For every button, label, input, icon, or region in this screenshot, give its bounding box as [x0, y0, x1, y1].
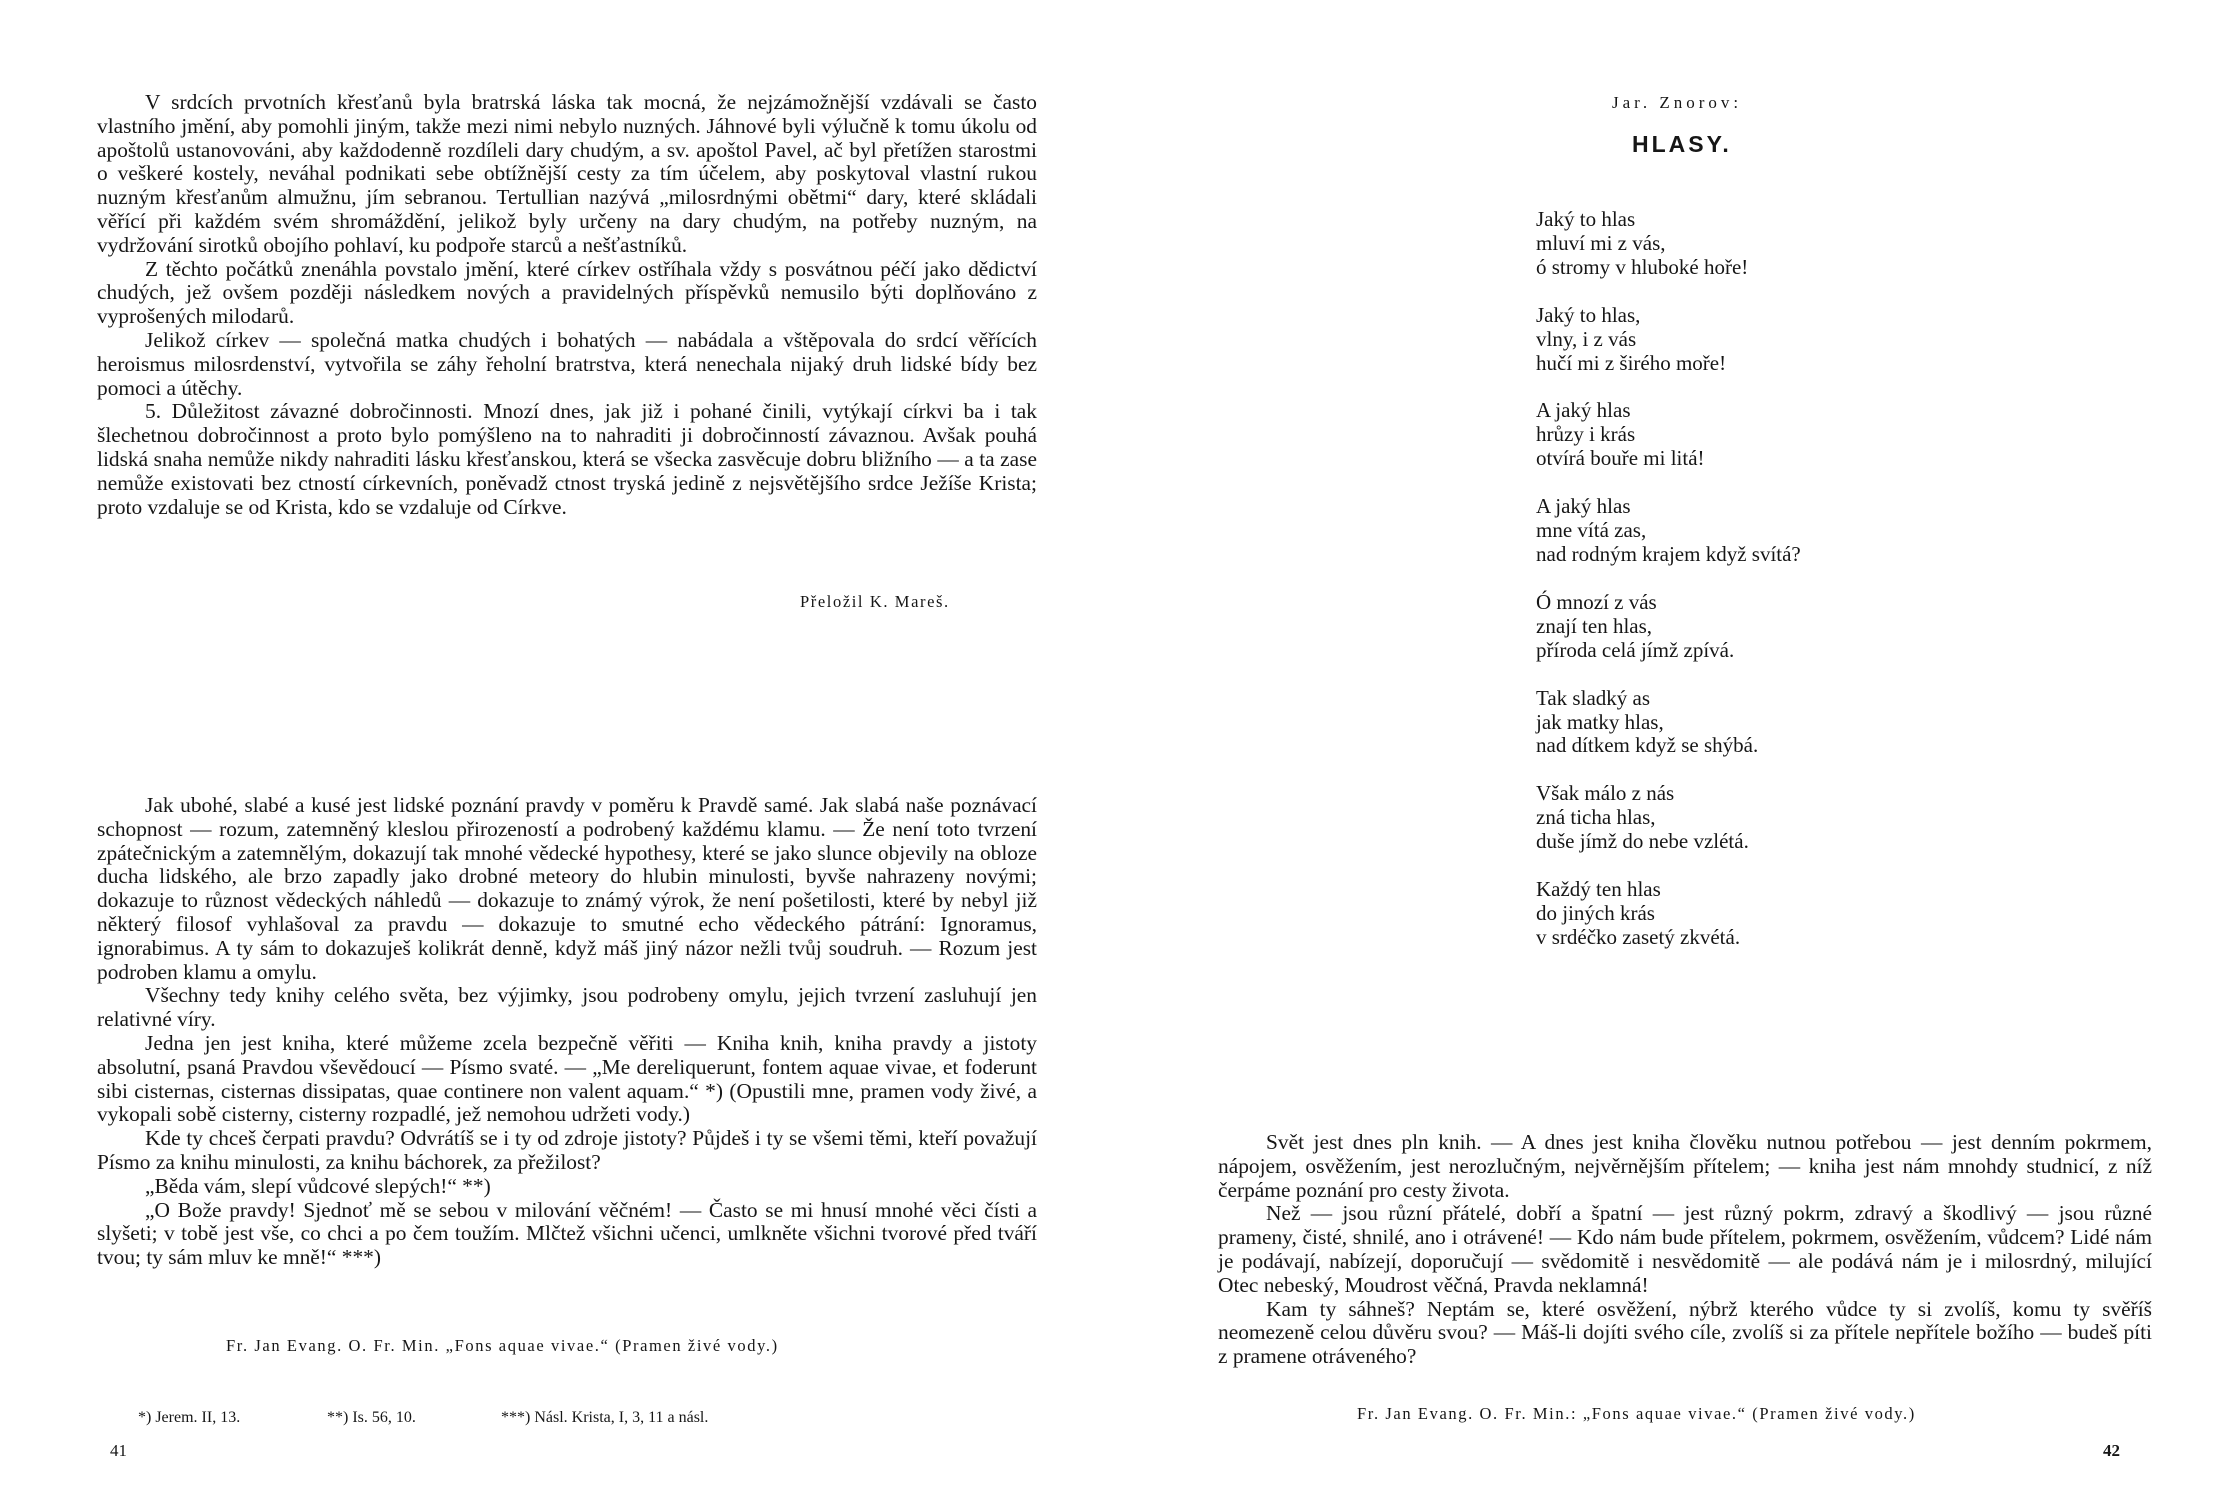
verse-line: mne vítá zas, — [1536, 518, 1647, 543]
verse-line: do jiných krás — [1536, 900, 1655, 925]
poem-author: Jar. Znorov: — [1612, 93, 1743, 112]
verse-line: hrůzy i krás — [1536, 422, 1636, 447]
paragraph: Z těchto počátků znenáhla povstalo jmění, které církev ostříhala vždy s posvátnou péčí jako dědictví chudých, jež ovšem později následkem nových a pravidelných příspěvků nemusilo býti doplňováno z vyprošených milodarů. — [97, 256, 1037, 329]
stanza — [1536, 208, 1801, 280]
poem-title: HLASY. — [1632, 131, 1732, 157]
source-signature: Fr. Jan Evang. O. Fr. Min. „Fons aquae vivae.“ (Pramen živé vody.) — [226, 1336, 779, 1355]
verse-line: nad dítkem když se shýbá. — [1536, 733, 1759, 758]
paragraph: Než — jsou různí přátelé, dobří a špatní — jest různý pokrm, zdravý a škodlivý — jsou různé prameny, čisté, shnilé, ano i otrávené! — Kdo nám bude přítelem, pokrmem, osvěžením, vůdcem? Lidé nám je podávají, nabízejí, doporučují — svědomitě i nesvědomitě — ale podává nám je i milosrdný, milující Otec nebeský, Moudrost věčná, Pravda neklamná! — [1218, 1201, 2152, 1297]
stanza — [1536, 304, 1801, 376]
poem-body — [1536, 208, 1801, 974]
stanza — [1536, 591, 1801, 663]
verse-line: ó stromy v hluboké hoře! — [1536, 254, 1749, 279]
stanza — [1536, 878, 1801, 950]
paragraph: V srdcích prvotních křesťanů byla bratrská láska tak mocná, že nejzámožnější vzdávali se často vlastního jmění, aby pomohli jiným, takže mezi nimi nebylo nuzných. Jáhnové byli výlučně k tomu úkolu od apoštolů ustanovováni, aby každodenně rozdíleli dary chudým, a sv. apoštol Pavel, ač byl přetížen starostmi o veškeré kostely, neváhal podnikati sebe obtížnější cesty za tím účelem, aby poskytoval vlastní rukou nuzným křesťanům almužnu, jím sebranou. Tertullian nazývá „milosrdnými obětmi“ dary, které skládali věřící při každém svém shromáždění, jelikož byly určeny na dary chudým, na potřeby nuzným, na vydržování sirotků obojího pohlaví, ku podpoře starců a nešťastníků. — [97, 90, 1037, 257]
stanza — [1536, 687, 1801, 759]
paragraph: „O Bože pravdy! Sjednoť mě se sebou v milování věčném! — Často se mi hnusí mnohé věci čísti a slyšeti; v tobě jest vše, co chci a po čem toužím. Mlčtež všichni učenci, umlkněte všichni tvorové před tváří tvou; ty sám mluv ke mně!“ ***) — [97, 1197, 1037, 1270]
verse-line: hučí mi z širého moře! — [1536, 350, 1727, 375]
page-number: 41 — [110, 1441, 127, 1460]
verse-line: mluví mi z vás, — [1536, 230, 1666, 255]
footnote: **) Is. 56, 10. — [327, 1409, 416, 1426]
verse-line: příroda celá jímž zpívá. — [1536, 637, 1735, 662]
verse-line: v srdéčko zasetý zkvétá. — [1536, 924, 1741, 949]
paragraph: Jak ubohé, slabé a kusé jest lidské poznání pravdy v poměru k Pravdě samé. Jak slabá naše poznávací schopnost — rozum, zatemněný kleslou přirozeností a podrobený každému klamu. — Že není toto tvrzení zpátečnickým a zatemnělým, dokazují tak mnohé vědecké hypothesy, které se jako slunce objevily na obloze ducha lidského, ale brzo zapadly jako drobné meteory do hlubin minulosti, byvše nahrazeny novými; dokazuje to různost vědeckých náhledů — dokazuje to známý výrok, že není pošetilosti, které by nebyl již některý filosof vyhlašoval za pravdu — dokazuje to smutné echo vědeckého pátrání: Ignoramus, ignorabimus. A ty sám to dokazuješ kolikrát denně, když máš jiný názor nežli tvůj soudruh. — Rozum jest podroben klamu a omylu. — [97, 793, 1037, 984]
paragraph: Všechny tedy knihy celého světa, bez výjimky, jsou podrobeny omylu, jejich tvrzení zasluhují jen relativné víry. — [97, 983, 1037, 1032]
stanza — [1536, 495, 1801, 567]
paragraph: Jedna jen jest kniha, které můžeme zcela bezpečně věřiti — Kniha knih, kniha pravdy a jistoty absolutní, psaná Pravdou vševědoucí — Písmo svaté. — „Me dereliquerunt, fontem aquae vivae, et foderunt sibi cisternas, cisternas dissipatas, quae continere non valent aquam.“ *) (Opustili mne, pramen vody živé, a vykopali sobě cisterny, cisterny rozpadlé, jež nemohou udržeti vody.) — [97, 1030, 1037, 1127]
stanza — [1536, 399, 1801, 471]
verse-line: vlny, i z vás — [1536, 326, 1637, 351]
paragraph: „Běda vám, slepí vůdcové slepých!“ **) — [145, 1173, 491, 1198]
verse-line: Ó mnozí z vás — [1536, 589, 1657, 614]
verse-line: otvírá bouře mi litá! — [1536, 446, 1705, 471]
verse-line: Každý ten hlas — [1536, 877, 1661, 902]
paragraph: Kde ty chceš čerpati pravdu? Odvrátíš se i ty od zdroje jistoty? Půjdeš i ty se všemi těmi, kteří považují Písmo za knihu minulosti, za knihu báchorek, za přežilost? — [97, 1126, 1037, 1174]
verse-line: duše jímž do nebe vzlétá. — [1536, 829, 1749, 854]
footnote: *) Jerem. II, 13. — [138, 1409, 241, 1426]
paragraph: Svět jest dnes pln knih. — A dnes jest kniha člověku nutnou potřebou — jest denním pokrmem, nápojem, osvěžením, jest nerozlučným, nejvěrnějším přítelem; — kniha jest nám mnohdy studnicí, z níž čerpáme poznání pro cesty života. — [1218, 1130, 2152, 1202]
footnote: ***) Násl. Krista, I, 3, 11 a násl. — [501, 1409, 709, 1426]
verse-line: jak matky hlas, — [1536, 709, 1664, 734]
verse-line: nad rodným krajem když svítá? — [1536, 541, 1801, 566]
verse-line: zná ticha hlas, — [1536, 805, 1656, 830]
stanza — [1536, 782, 1801, 854]
verse-line: Však málo z nás — [1536, 781, 1675, 806]
verse-line: Tak sladký as — [1536, 685, 1651, 710]
verse-line: Jaký to hlas — [1536, 207, 1636, 231]
page-number: 42 — [2103, 1441, 2120, 1460]
paragraph: 5. Důležitost závazné dobročinnosti. Mnozí dnes, jak již i pohané činili, vytýkají církvi ba i tak šlechetnou dobročinnost a proto bylo pomýšleno na to nahraditi ji dobročinností závaznou. Avšak pouhá lidská snaha nemůže nikdy nahraditi lásku křesťanskou, která se všecka zasvěcuje dobru bližního — a ta zase nemůže existovati bez ctností církevních, poněvadž ctnost tryská jedině z nejsvětějšího srdce Ježíše Krista; proto vzdaluje se od Krista, kdo se vzdaluje od Církve. — [97, 399, 1037, 519]
verse-line: A jaký hlas — [1536, 398, 1631, 423]
verse-line: Jaký to hlas, — [1536, 302, 1641, 327]
paragraph: Kam ty sáhneš? Neptám se, které osvěžení, nýbrž kterého vůdce ty si zvolíš, komu ty svěříš neomezeně celou důvěru svou? — Máš-li dojíti svého cíle, zvolíš si za přítele nepřítele božího — budeš píti z pramene otráveného? — [1218, 1296, 2152, 1369]
source-signature: Fr. Jan Evang. O. Fr. Min.: „Fons aquae vivae.“ (Pramen živé vody.) — [1357, 1404, 1916, 1423]
paragraph: Jelikož církev — společná matka chudých i bohatých — nabádala a vštěpovala do srdcí věřících heroismus milosrdenství, vytvořila se záhy řeholní bratrstva, která nenechala nijaký druh lidské bídy bez pomoci a útěchy. — [97, 327, 1037, 400]
article-books — [1218, 1131, 2152, 1369]
verse-line: znají ten hlas, — [1536, 613, 1653, 638]
translator-signature: Přeložil K. Mareš. — [800, 592, 950, 611]
verse-line: A jaký hlas — [1536, 494, 1631, 519]
